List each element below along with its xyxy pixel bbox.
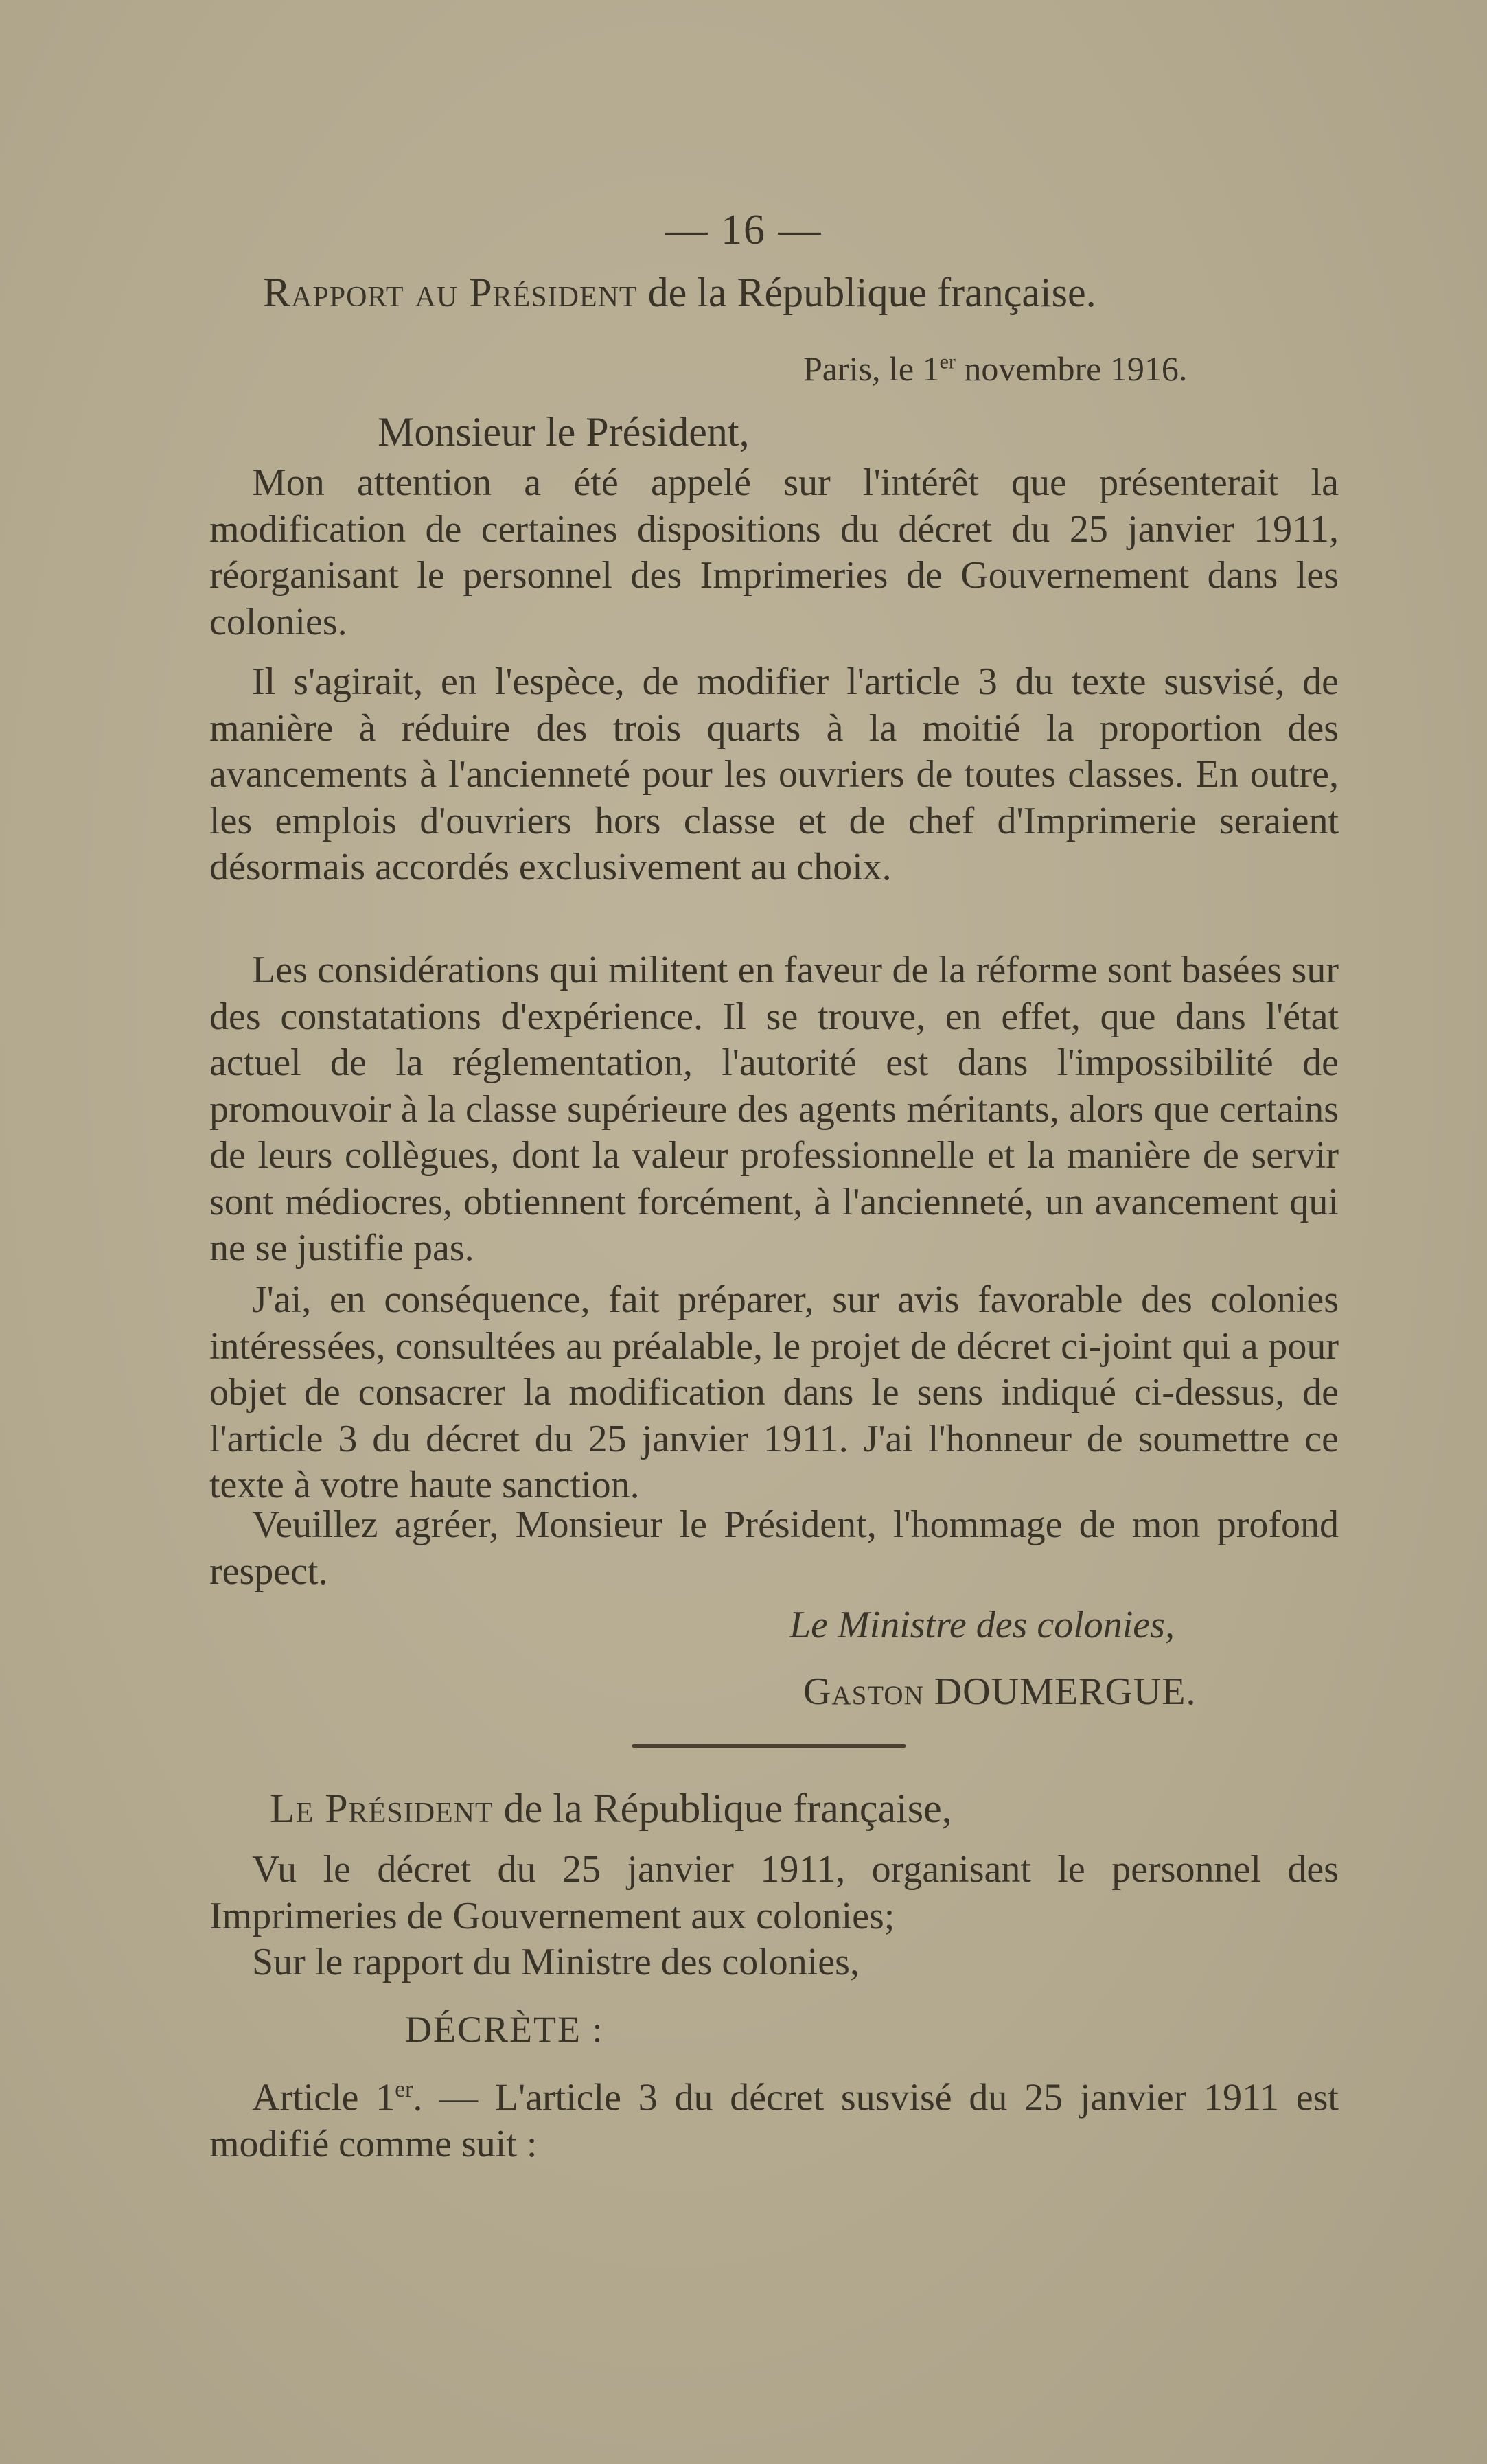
decree-heading-part2: de la République française, [503, 1786, 952, 1831]
date-suffix: novembre 1916. [955, 349, 1188, 388]
date-line [803, 349, 1352, 389]
article-text: . — L'article 3 du décret susvisé du 25 janvier 1911 est modifié comme suit : [209, 2076, 1339, 2166]
report-title-part1: Rapport au Président [263, 270, 638, 315]
decree-decrete: DÉCRÈTE : [405, 2009, 604, 2050]
report-title [263, 269, 1361, 316]
decree-article-1 [209, 2066, 1339, 2168]
decree-vu: Vu le décret du 25 janvier 1911, organisant le personnel des Imprimeries de Gouvernement aux colonies; [209, 1848, 1339, 1937]
date-prefix: Paris, le 1 [803, 349, 940, 388]
paragraph-4: J'ai, en conséquence, fait préparer, sur avis favorable des colonies intéressées, consultées au préalable, le projet de décret ci-joint qui a pour objet de consacrer la modification dans le sens indiqué ci-dessus, de l'article 3 du décret du 25 janvier 1911. J'ai l'honneur de soumettre ce texte à votre haute sanction. [209, 1278, 1339, 1506]
paragraph-3: Les considérations qui militent en faveur de la réforme sont basées sur des constatations d'expérience. Il se trouve, en effet, que dans l'état actuel de la réglementation, l'autorité est dans l'impossibilité de promouvoir à la classe supérieure des agents méritants, alors que certains de leurs collègues, dont la valeur professionnelle et la manière de servir sont médiocres, obtiennent forcément, à l'ancienneté, un avancement qui ne se justifie pas. [209, 949, 1339, 1269]
page-number: — 16 — [665, 207, 822, 253]
article-sup: er [395, 2077, 413, 2102]
report-title-part2: de la République française. [647, 270, 1096, 315]
decree-sur: Sur le rapport du Ministre des colonies, [252, 1941, 860, 1983]
decree-heading [270, 1785, 952, 1832]
article-prefix: Article 1 [252, 2076, 395, 2119]
signature-role: Le Ministre des colonies, [789, 1604, 1175, 1646]
paragraph-5: Veuillez agréer, Monsieur le Président, l'hommage de mon profond respect. [209, 1504, 1339, 1593]
divider-rule [632, 1744, 906, 1748]
signature-name: Gaston DOUMERGUE. [803, 1670, 1197, 1713]
decree-heading-part1: Le Président [270, 1786, 494, 1831]
date-sup: er [939, 350, 956, 373]
paragraph-1: Mon attention a été appelé sur l'intérêt que présenterait la modification de certaines dispositions du décret du 25 janvier 1911, réorganisant le personnel des Imprimeries de Gouvernement dans les colonies. [209, 461, 1339, 643]
salutation: Monsieur le Président, [378, 409, 750, 454]
paragraph-2: Il s'agirait, en l'espèce, de modifier l'article 3 du texte susvisé, de manière à réduire des trois quarts à la moitié la proportion des avancements à l'ancienneté pour les ouvriers de toutes classes. En outre, les emplois d'ouvriers hors classe et de chef d'Imprimerie seraient désormais accordés exclusivement au choix. [209, 660, 1339, 888]
